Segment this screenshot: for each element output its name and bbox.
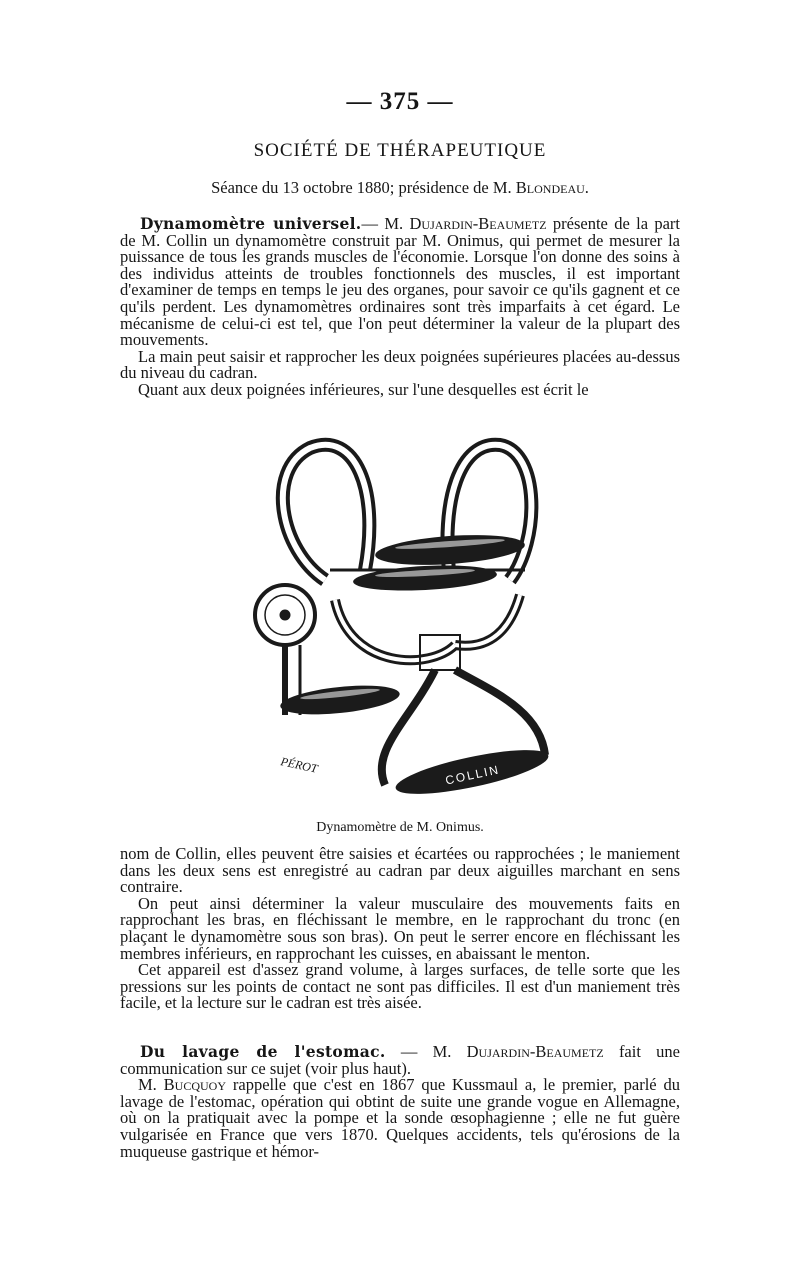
lavage-text-block [120, 1044, 680, 1160]
dynamometre-dash: — M. [361, 214, 410, 233]
continuation-text-block [120, 846, 680, 1012]
dynamometre-heading: Dynamomètre universel. [140, 214, 362, 233]
dynamometre-text-block [120, 216, 680, 399]
dynamometre-para1-text: présente de la part de M. Collin un dynamomètre construit par M. Onimus, qui permet de mesurer la puissance de tous les grands muscles de l'économie. Lorsque l'on donne des soins à des individus atteints de troubles fonctionnels des muscles, il est important d'examiner de temps en temps le jeu des organes, pour savoir ce qu'ils gagnent et ce qu'ils perdent. Les dynamomètres ordinaires sont très imparfaits à cet égard. Le mécanisme de celui-ci est tel, que l'on peut déterminer la valeur de la plupart des mouvements. [120, 214, 681, 350]
lavage-author: Dujardin-Beaumetz [466, 1042, 604, 1061]
session-prefix: Séance du 13 octobre 1880; présidence de M. [211, 178, 516, 197]
lavage-heading: Du lavage de l'estomac. [140, 1042, 386, 1061]
lavage-dash: — M. [385, 1042, 467, 1061]
dynamometre-paragraph-2: La main peut saisir et rapprocher les deux poignées supérieures placées au-dessus du niveau du cadran. [120, 346, 680, 383]
lavage-para2-prefix: M. [138, 1075, 164, 1095]
engraver-signature: PÉROT [279, 754, 319, 776]
dynamometre-paragraph-3-start: Quant aux deux poignées inférieures, sur l'une desquelles est écrit le [138, 379, 589, 399]
dynamometer-illustration [240, 430, 570, 800]
session-line [0, 178, 800, 198]
president-name: Blondeau. [515, 178, 589, 197]
lavage-para2-name: Bucquoy [163, 1075, 227, 1095]
lavage-paragraph-1 [120, 1044, 680, 1077]
dynamometre-paragraph-1 [120, 216, 680, 349]
dynamometre-paragraph-5: Cet appareil est d'assez grand volume, à larges surfaces, de telle sorte que les pressions sur les points de contact ne sont pas difficiles. Il est d'un maniement très facile, et la lecture sur le cadran est très aisée. [120, 960, 680, 1013]
lavage-paragraph-2 [120, 1077, 680, 1160]
handle-label: COLLIN [444, 762, 502, 788]
dynamometre-paragraph-3-end: nom de Collin, elles peuvent être saisies et écartées ou rapprochées ; le maniement dans les deux sens est enregistré au cadran par deux aiguilles marchant en sens contraire. [120, 844, 680, 897]
page-number: — 375 — [346, 88, 454, 115]
figure-caption: Dynamomètre de M. Onimus. [316, 820, 484, 835]
section-title: SOCIÉTÉ DE THÉRAPEUTIQUE [253, 140, 547, 161]
lavage-para2-text: rappelle que c'est en 1867 que Kussmaul a, le premier, parlé du lavage de l'estomac, opération qui obtint de suite une grande vogue en Allemagne, où on la pratiquait avec la pompe et la sonde œsophagienne ; elle ne fut guère vulgarisée en France que vers 1870. Quelques accidents, tels qu'érosions de la muqueuse gastrique et hémor- [120, 1075, 680, 1161]
dynamometre-author: Dujardin-Beaumetz [409, 214, 547, 233]
lavage-para1-text: fait une communication sur ce sujet (voir plus haut). [120, 1042, 680, 1078]
dynamometre-paragraph-4: On peut ainsi déterminer la valeur musculaire des mouvements faits en rapprochant les bras, en fléchissant le membre, en le rapprochant du tronc (en plaçant le dynamomètre sous son bras). On peut le serrer encore en fléchissant les membres inférieurs, en rapprochant les cuisses, en abaissant le menton. [120, 893, 680, 963]
